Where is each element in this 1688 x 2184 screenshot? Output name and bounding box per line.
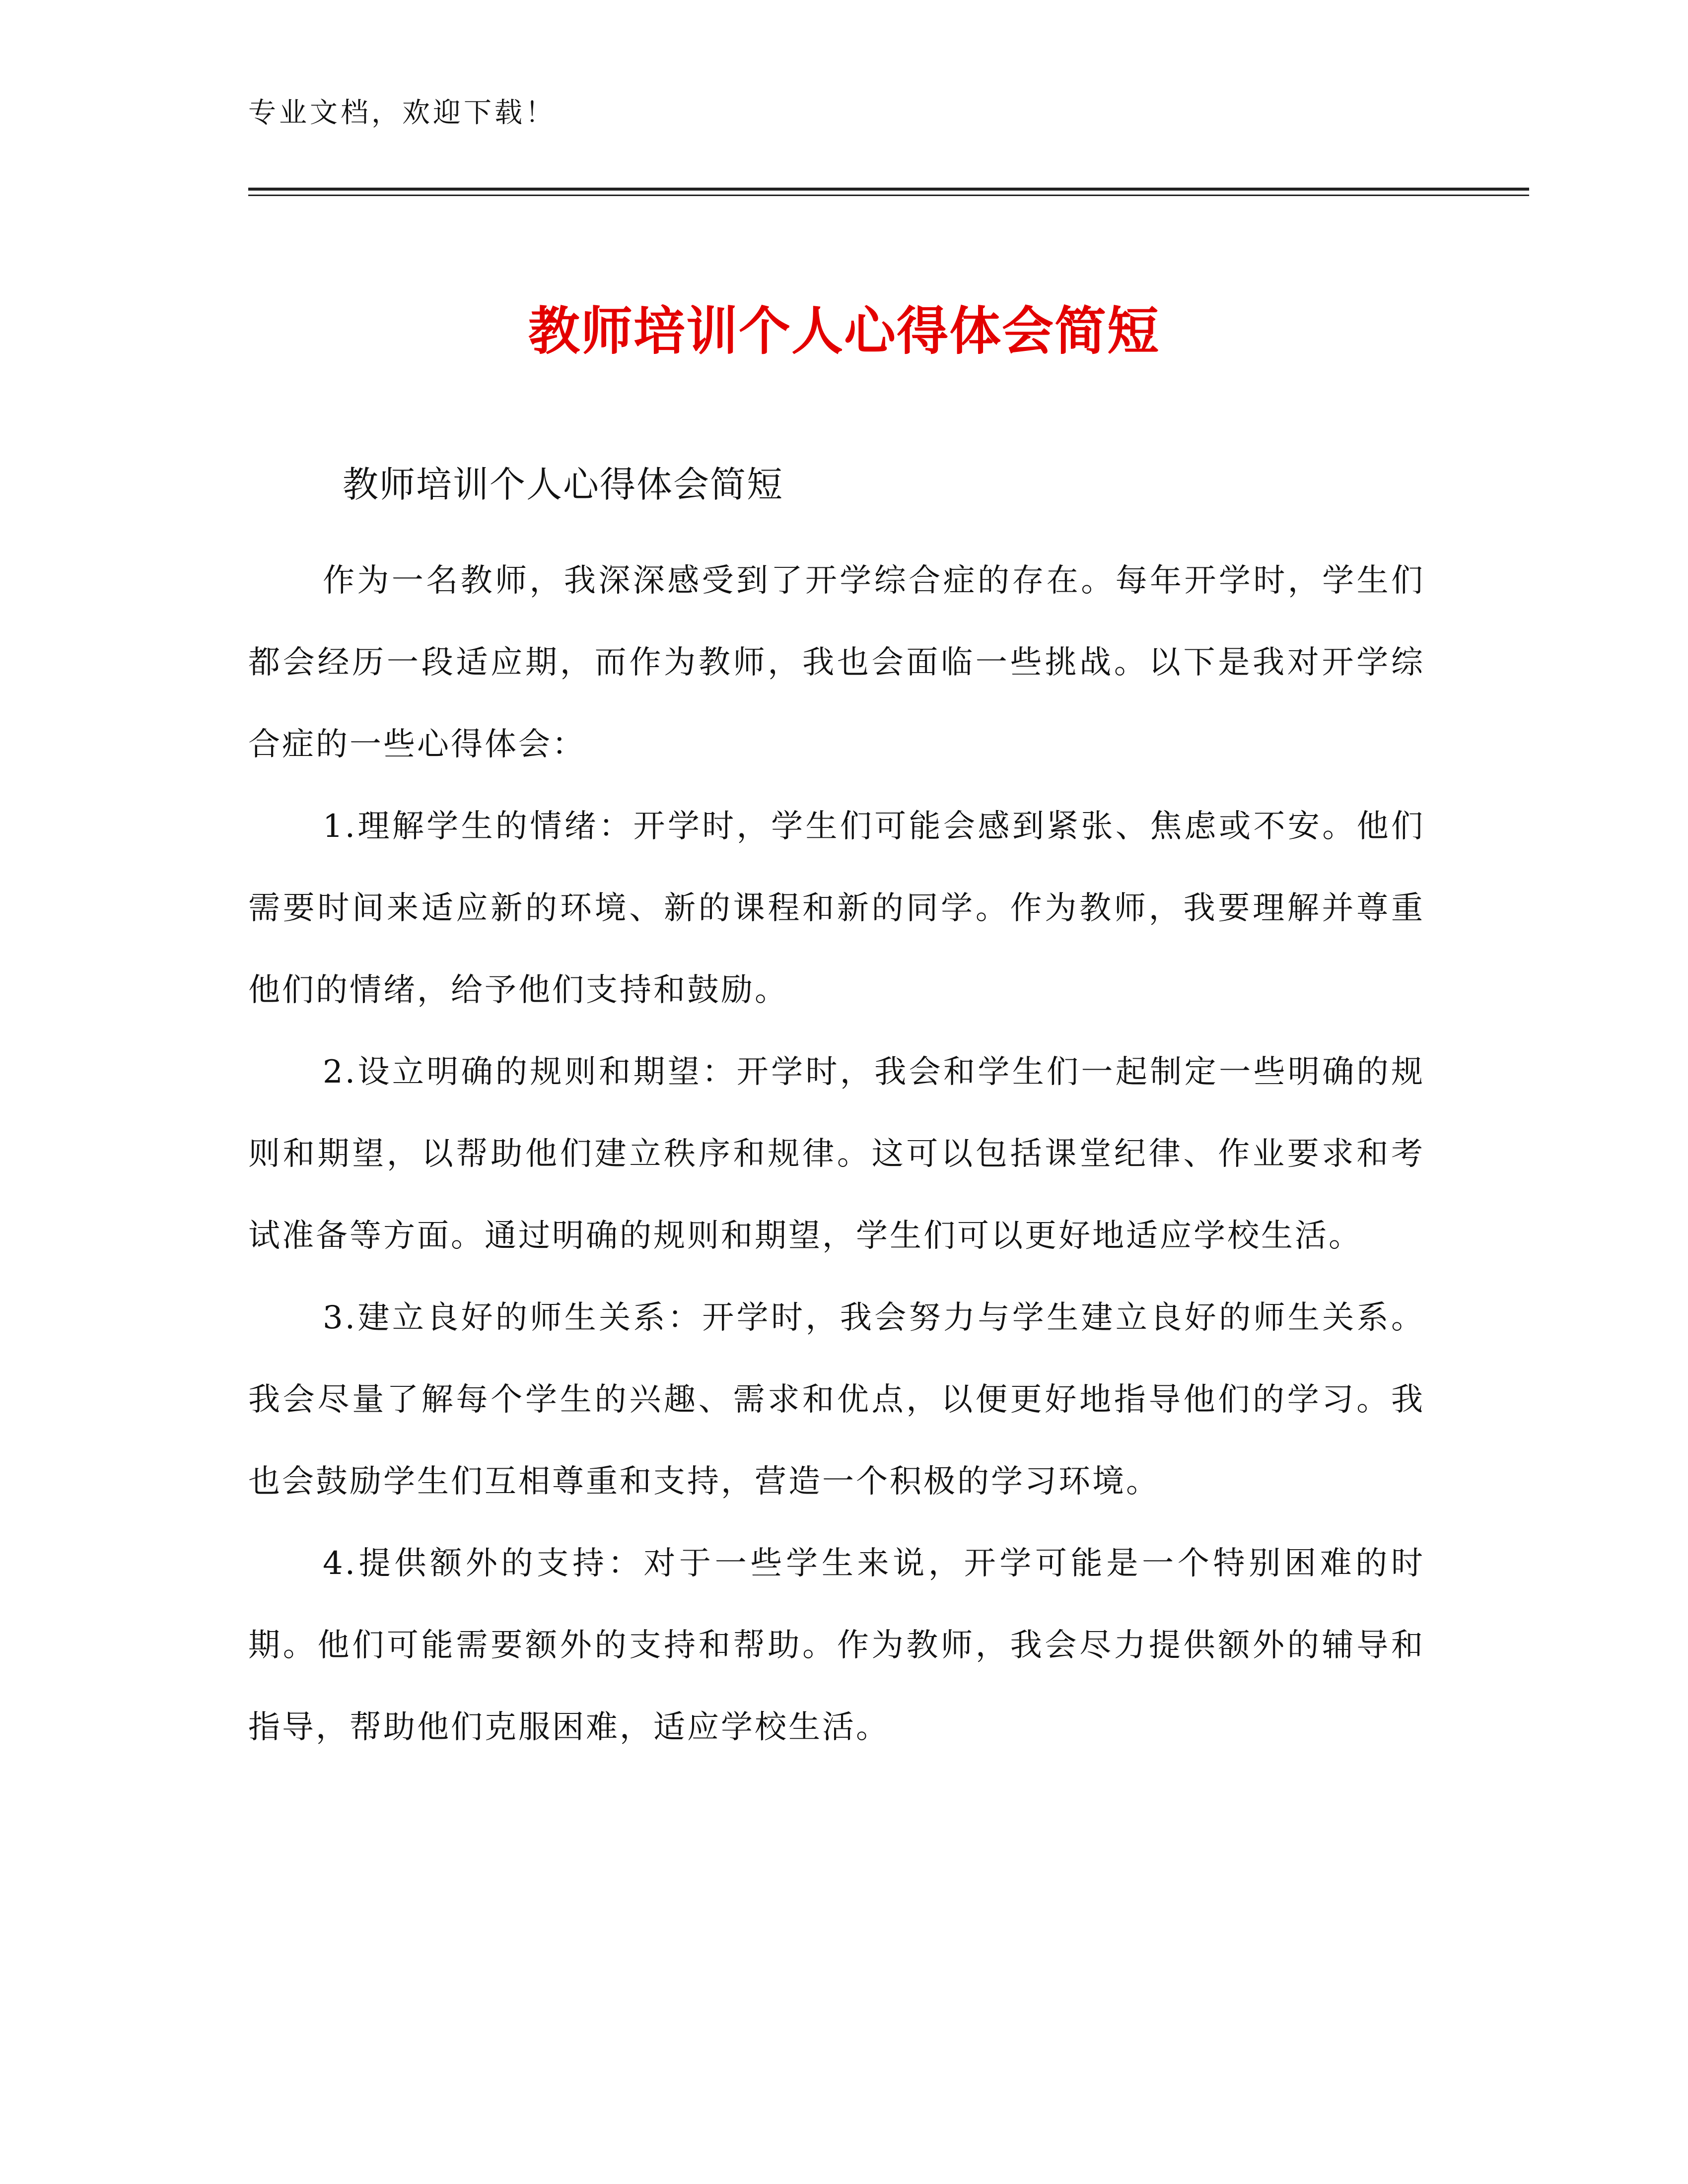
paragraph-item-4: 4.提供额外的支持：对于一些学生来说，开学可能是一个特别困难的时期。他们可能需要额外的支持和帮助。作为教师，我会尽力提供额外的辅导和指导，帮助他们克服困难，适应学校生活。 — [248, 1545, 1425, 1746]
paragraph-item-1: 1.理解学生的情绪：开学时，学生们可能会感到紧张、焦虑或不安。他们需要时间来适应新的环境、新的课程和新的同学。作为教师，我要理解并尊重他们的情绪，给予他们支持和鼓励。 — [248, 808, 1425, 1009]
document-title: 教师培训个人心得体会简短 — [528, 301, 1160, 361]
paragraph-item-3: 3.建立良好的师生关系：开学时，我会努力与学生建立良好的师生关系。我会尽量了解每个学生的兴趣、需求和优点，以便更好地指导他们的学习。我也会鼓励学生们互相尊重和支持，营造一个积极的学习环境。 — [248, 1299, 1425, 1500]
paragraph-intro: 作为一名教师，我深深感受到了开学综合症的存在。每年开学时，学生们都会经历一段适应期，而作为教师，我也会面临一些挑战。以下是我对开学综合症的一些心得体会： — [248, 562, 1425, 763]
document-subtitle: 教师培训个人心得体会简短 — [343, 464, 784, 505]
page-header-text: 专业文档，欢迎下载！ — [248, 97, 556, 129]
header-divider-thin — [248, 195, 1529, 196]
document-body — [248, 540, 1425, 1769]
paragraph-item-2: 2.设立明确的规则和期望：开学时，我会和学生们一起制定一些明确的规则和期望，以帮助他们建立秩序和规律。这可以包括课堂纪律、作业要求和考试准备等方面。通过明确的规则和期望，学生们可以更好地适应学校生活。 — [248, 1054, 1425, 1254]
header-divider-thick — [248, 188, 1529, 191]
